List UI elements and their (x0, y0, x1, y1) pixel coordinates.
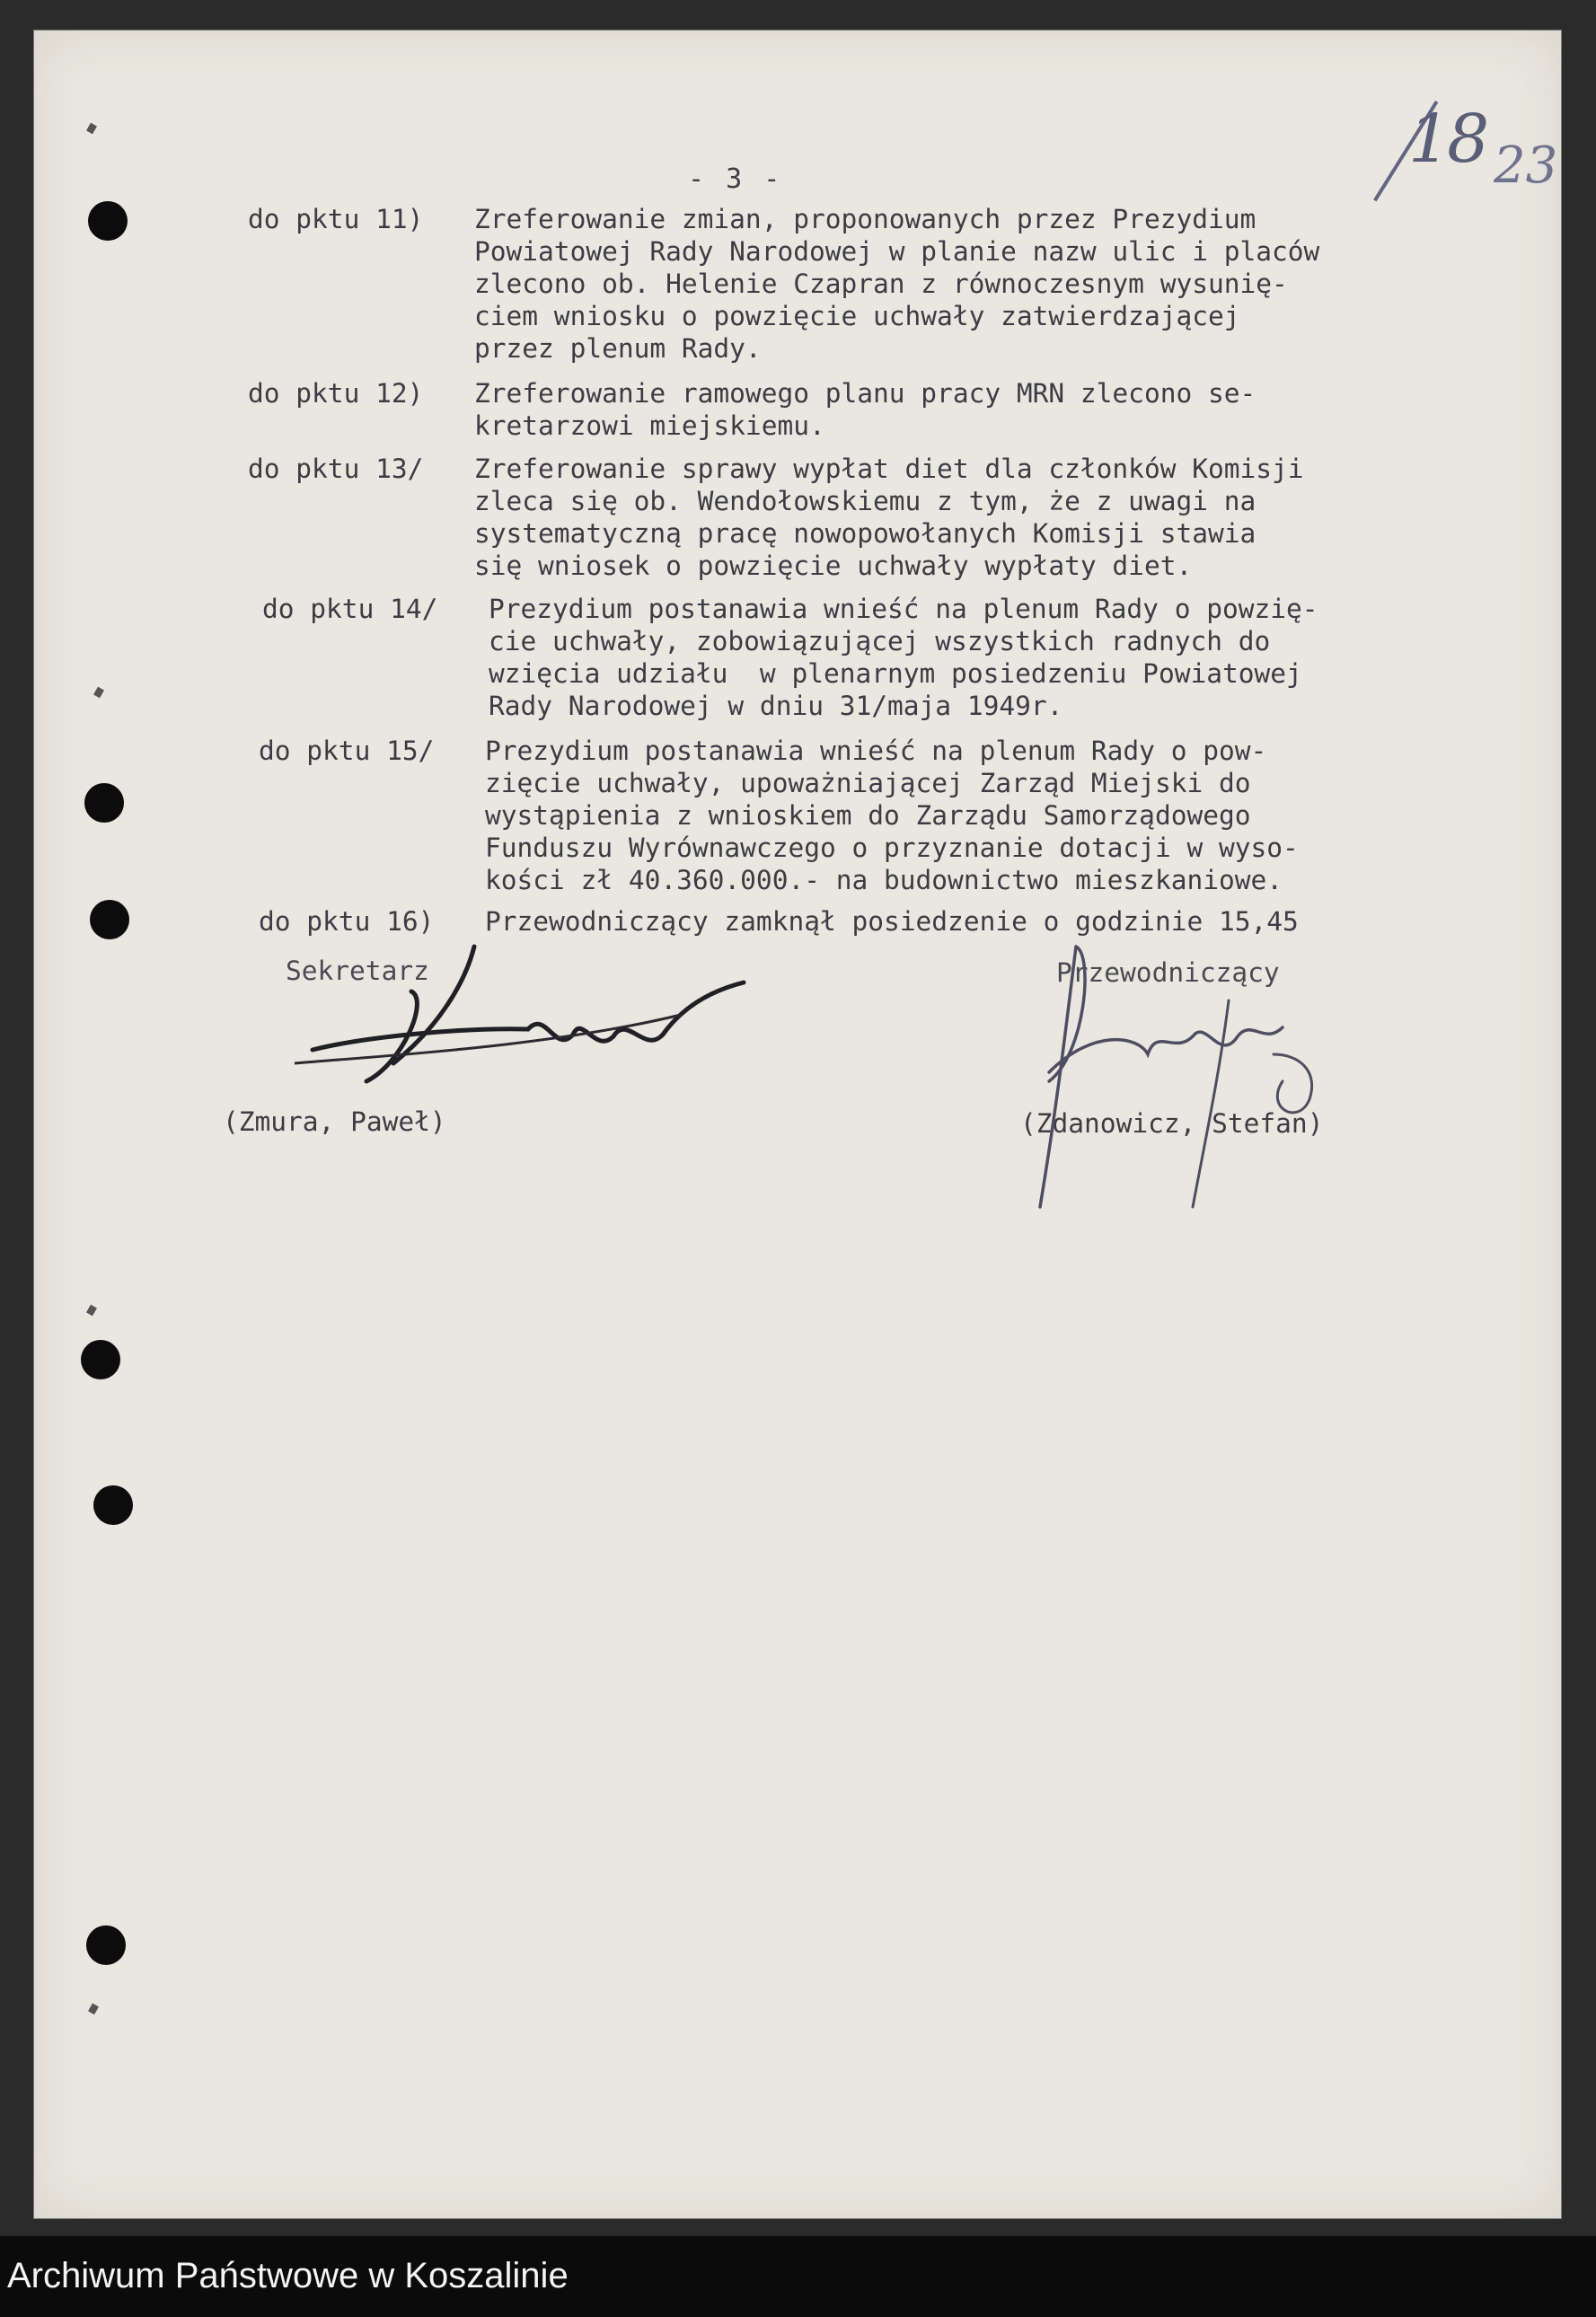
punch-hole (84, 783, 124, 823)
chairman-name: (Zdanowicz, Stefan) (1020, 1108, 1324, 1139)
margin-mark (93, 687, 104, 699)
entry-text: Zreferowanie zmian, proponowanych przez Prezydium Powiatowej Rady Narodowej w planie nazw ulic i placów zlecono ob. Helenie Czapran z równoczesnym wysunię- ciem wniosku o powzięcie uchwały zatwierdzającej przez plenum Rady. (474, 204, 1320, 364)
punch-hole (86, 1925, 126, 1965)
chairman-signature (1013, 920, 1354, 1243)
entry-label: do pktu 11) (248, 204, 424, 234)
margin-mark (86, 123, 97, 135)
page-number: - 3 - (688, 163, 783, 195)
archive-name: Archiwum Państwowe w Koszalinie (7, 2256, 569, 2295)
entry-label: do pktu 13/ (248, 454, 424, 484)
punch-hole (90, 900, 129, 939)
document-page (34, 31, 1561, 2218)
punch-hole (93, 1485, 133, 1525)
entry-text: Prezydium postanawia wnieść na plenum Rady o pow- zięcie uchwały, upoważniającej Zarząd Miejski do wystąpienia z wnioskiem do Zarządu Samorządowego Funduszu Wyrównawczego o przyznanie dotacji w wyso- kości zł 40.360.000.- na budownictwo mieszkaniowe. (485, 736, 1299, 895)
entry-label: do pktu 14/ (262, 594, 438, 624)
secretary-title: Sekretarz (286, 956, 429, 986)
archive-number: 18 (1408, 101, 1486, 178)
secretary-signature (259, 929, 762, 1108)
secretary-name: (Zmura, Paweł) (223, 1106, 446, 1137)
chairman-title: Przewodniczący (1056, 957, 1280, 988)
punch-hole (81, 1340, 120, 1379)
entry-label: do pktu 12) (248, 378, 424, 409)
archive-footer (0, 2236, 1596, 2317)
entry-label: do pktu 15/ (259, 736, 435, 766)
entry-text: Prezydium postanawia wnieść na plenum Rady o powzię- cie uchwały, zobowiązującej wszystkich radnych do wzięcia udziału w plenarnym posiedzeniu Powiatowej Rady Narodowej w dniu 31/maja 1949r. (489, 594, 1318, 721)
entry-text: Przewodniczący zamknął posiedzenie o godzinie 15,45 (485, 906, 1299, 937)
entry-label: do pktu 16) (259, 906, 435, 937)
margin-mark (88, 2004, 99, 2015)
entry-text: Zreferowanie ramowego planu pracy MRN zlecono se- kretarzowi miejskiemu. (474, 378, 1257, 441)
entry-text: Zreferowanie sprawy wypłat diet dla członków Komisji zleca się ob. Wendołowskiemu z tym, że z uwagi na systematyczną pracę nowopowołanych Komisji stawia się wniosek o powzięcie uchwały wypłaty diet. (474, 454, 1304, 581)
margin-mark (86, 1305, 97, 1317)
punch-hole (88, 201, 128, 241)
archive-number-secondary: 23 (1494, 137, 1558, 195)
